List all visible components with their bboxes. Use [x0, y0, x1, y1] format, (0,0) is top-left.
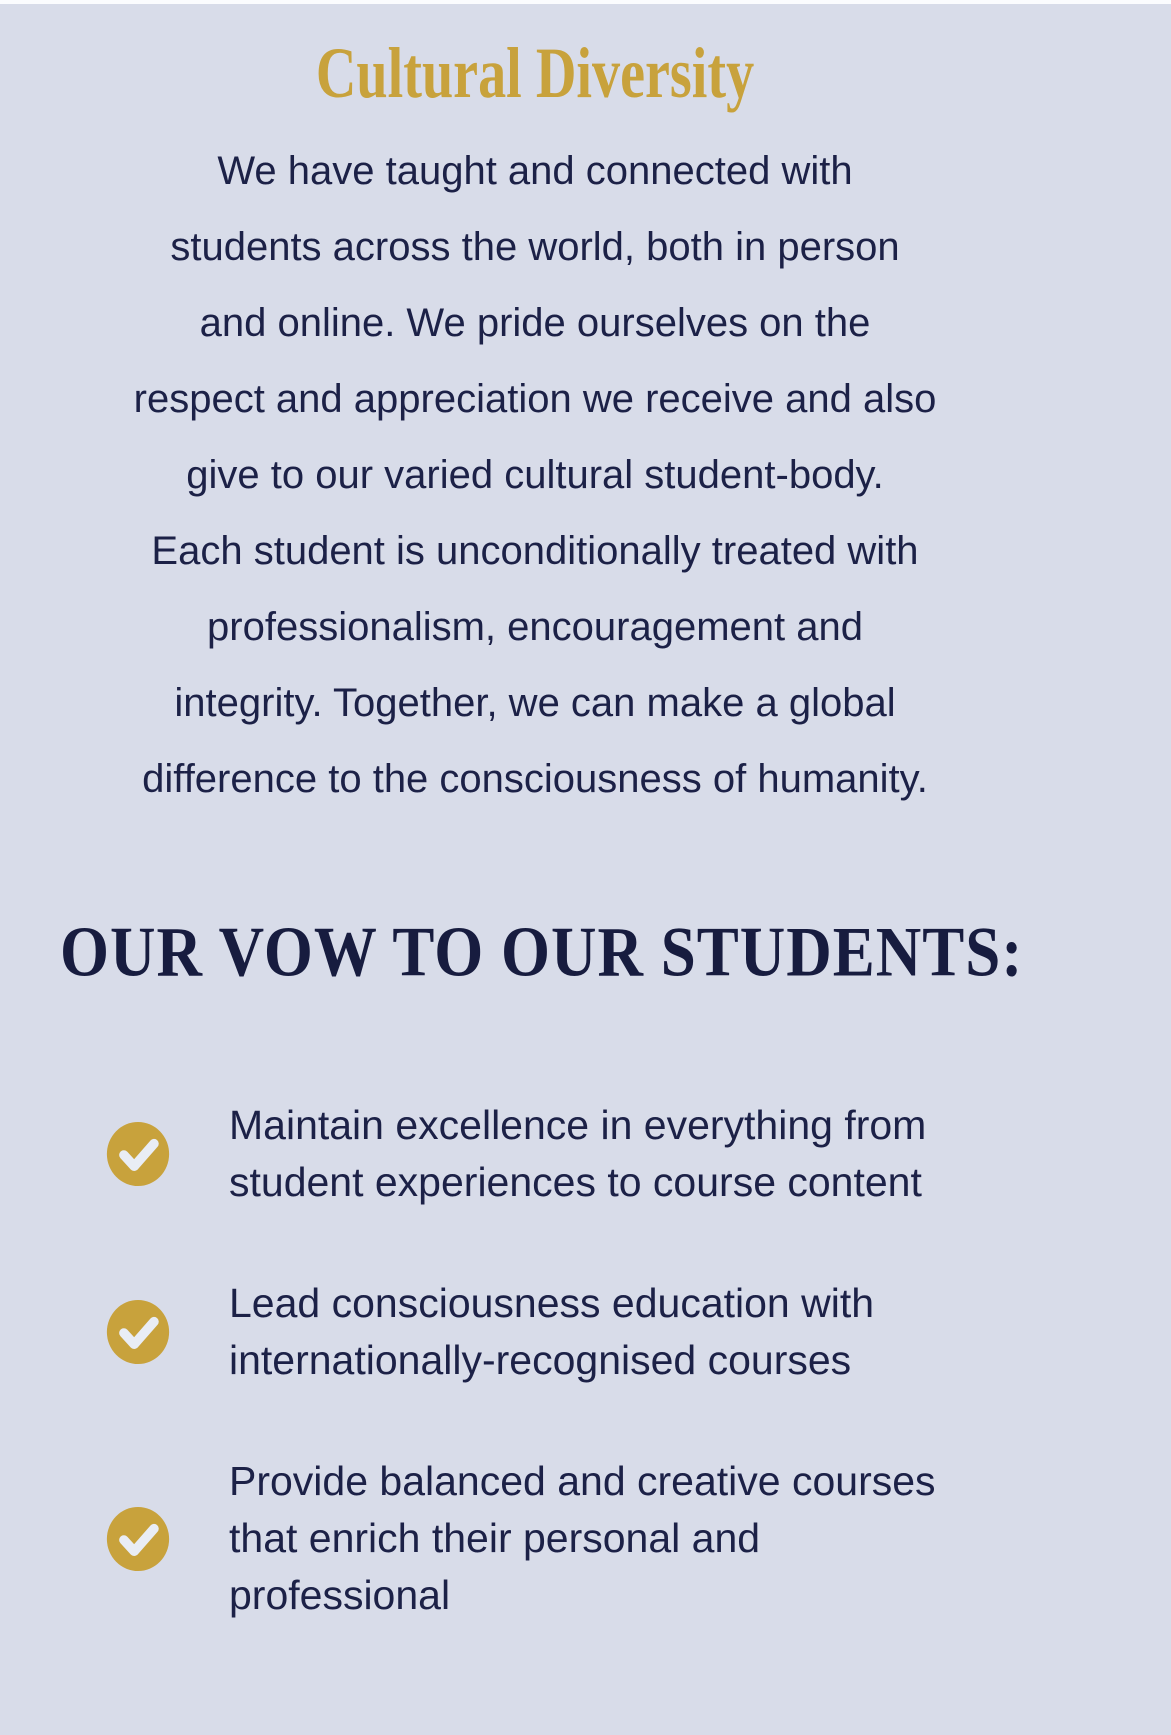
paragraph-line: respect and appreciation we receive and also [133, 377, 937, 422]
vow-list [60, 1097, 1010, 1624]
vow-item-text: Lead consciousness education with internationally-recognised courses [229, 1280, 875, 1384]
vow-list-item [60, 1097, 1010, 1211]
check-circle-icon [105, 1299, 171, 1365]
paragraph-line: integrity. Together, we can make a global [174, 681, 896, 726]
vow-list-item [60, 1453, 1010, 1624]
paragraph-line: and online. We pride ourselves on the [199, 301, 871, 346]
paragraph-line: students across the world, both in person [170, 225, 900, 270]
check-circle-icon [105, 1121, 171, 1187]
vow-list-item [60, 1275, 1010, 1389]
paragraph-line: difference to the consciousness of humanity. [142, 757, 928, 802]
check-circle-icon [105, 1506, 171, 1572]
vow-item-text: Maintain excellence in everything from student experiences to course content [229, 1102, 927, 1206]
vow-heading: OUR VOW TO OUR STUDENTS: [60, 912, 1024, 992]
top-edge-divider [0, 0, 1171, 4]
vow-item-text: Provide balanced and creative courses that enrich their personal and professional [229, 1458, 936, 1619]
paragraph-line: Each student is unconditionally treated with [151, 529, 919, 574]
paragraph-line: professionalism, encouragement and [207, 605, 863, 650]
section-title: Cultural Diversity [315, 33, 755, 113]
paragraph-line: We have taught and connected with [217, 149, 853, 194]
paragraph-line: give to our varied cultural student-body. [186, 453, 884, 498]
intro-paragraph [60, 133, 1010, 817]
cultural-diversity-section [60, 33, 1024, 1624]
